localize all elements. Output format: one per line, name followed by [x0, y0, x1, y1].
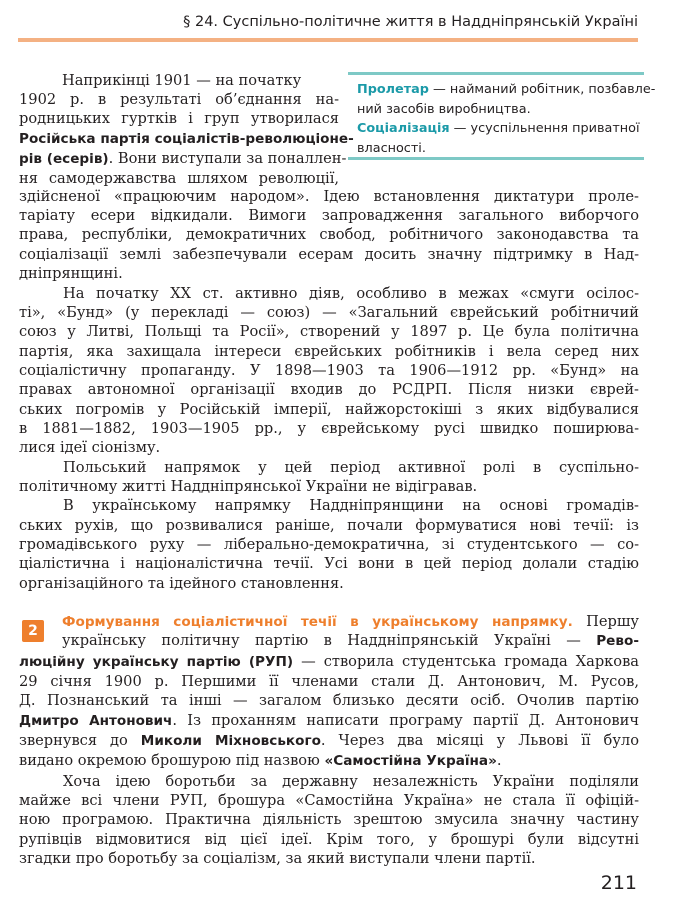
p3-line: Польський напрямок у цей період активної ролі в суспільно- — [63, 458, 639, 476]
s2-line: рупівців відмовитися від цієї ідеї. Крім того, у брошурі були відсутні — [19, 830, 639, 848]
p4-line: громадівського руху — ліберально-демократична, зі студентського — со- — [19, 535, 639, 553]
glossary-def-socializatsiia: — усуспільнення приватної — [449, 121, 640, 136]
section-2-title: Формування соціалістичної течії в українському напрямку. — [62, 614, 573, 630]
s2-text: українську політичну партію в Наддніпрянській Україні — — [62, 632, 597, 650]
p2-line: ті», «Бунд» (у перекладі — союз) — «Загальний єврейський робітничий — [19, 303, 639, 321]
s2-text: . Із проханням написати програму партії Д. Антонович — [172, 711, 639, 729]
paragraph-1-wrap — [62, 71, 338, 90]
p2-line: соціалістичну пропаганду. У 1898—1903 та 1906—1912 рр. «Бунд» на — [19, 361, 639, 379]
paragraph-2 — [19, 284, 639, 458]
glossary-rule-top — [348, 72, 644, 75]
glossary-box — [357, 80, 656, 158]
p2-line: союз у Литві, Польщі та Росії», створений у 1897 р. Це була політична — [19, 323, 639, 341]
paragraph-1-full — [19, 187, 639, 284]
p3-line: політичному житті Наддніпрянської України не відігравав. — [19, 477, 478, 495]
paragraph-4 — [19, 496, 639, 593]
name-mikhnovskyi: Миколи Міхновського — [140, 733, 321, 750]
p2-line: в 1881—1882, 1903—1905 рр., у єврейському русі швидко поширюва- — [19, 419, 639, 437]
s2-line: Хоча ідею боротьби за державну незалежність України поділяли — [63, 772, 639, 790]
s2-line: Д. Познанський та інші — загалом близько десяти осіб. Очолив партію — [19, 692, 639, 710]
p1-line: соціалізації землі забезпечували есерам досить значну підтримку в Над- — [19, 245, 639, 263]
p1-line — [19, 149, 347, 169]
p4-line: організаційного та ідейного становлення. — [19, 574, 344, 592]
p2-line: лися ідеї сіонізму. — [19, 439, 161, 457]
s2-text: видано окремою брошурою під назвою — [19, 752, 325, 770]
s2-line — [19, 631, 639, 651]
p1-line: таріату есери відкидали. Вимоги запровадження загального виборчого — [19, 207, 639, 225]
s2-line: ною програмою. Практична діяльність зрештою змусила значну частину — [19, 811, 639, 829]
term-rup-cont: люційну українську партію (РУП) — [19, 653, 294, 670]
paragraph-3 — [19, 458, 639, 497]
term-psr: Російська партія соціалістів-революціоне- — [19, 130, 354, 147]
p1-line: Наприкінці 1901 — на початку — [62, 72, 302, 89]
s2-text: — створила студентська громада Харкова — [293, 652, 640, 670]
p1-text: . Вони виступали за поналлен- — [108, 150, 347, 168]
p1-line: права, республіки, демократичних свобод, робітничого законодавства та — [19, 226, 639, 244]
title-samostiina-ukraina: «Самостійна Україна» — [324, 753, 497, 770]
p1-line: ня самодержавства шляхом революції, — [19, 170, 339, 188]
s2-line — [19, 731, 639, 751]
s2-text: . — [496, 752, 502, 770]
s2-line — [62, 612, 639, 632]
s2-line — [19, 711, 639, 731]
header-rule — [18, 38, 638, 42]
s2-line — [19, 652, 639, 672]
p1-line: 1902 р. в результаті об’єднання на- — [19, 91, 339, 108]
running-header — [128, 12, 638, 36]
paragraph-1-lines — [19, 90, 354, 189]
glossary-term-socializatsiia: Соціалізація — [357, 121, 450, 136]
p2-line: ських погромів у Російській імперії, найжорстокіші з яких відбувалися — [19, 400, 639, 418]
p1-line — [19, 129, 354, 149]
p4-line: ціалістична і націоналістична течії. Усі вони в цей період долали стадію — [19, 555, 639, 573]
header-title: § 24. Суспільно-політичне життя в Наддніпрянській Україні — [183, 14, 638, 30]
name-antonovych: Дмитро Антонович — [19, 712, 173, 729]
s2-line: 29 січня 1900 р. Першими її членами стали Д. Антонович, М. Русов, — [19, 673, 639, 691]
p2-line: правах автономної організації входив до РСДРП. Після низки єврей- — [19, 381, 639, 399]
p4-line: ських рухів, що розвивалися раніше, почали формуватися нові течії: із — [19, 516, 639, 534]
p2-line: партія, яка захищала інтереси єврейських робітників і вела серед них — [19, 342, 639, 360]
section-2-body — [19, 631, 639, 868]
glossary-def-socializatsiia-cont: власності. — [357, 140, 426, 156]
s2-text: Першу — [572, 613, 640, 630]
section-2-intro — [62, 612, 639, 632]
glossary-rule-bottom — [348, 157, 644, 160]
glossary-term-proletar: Пролетар — [357, 82, 429, 97]
term-rup: Рево- — [596, 633, 639, 650]
term-eser: рів (есерів) — [19, 151, 109, 168]
s2-line: згадки про боротьбу за соціалізм, за який виступали члени партії. — [19, 850, 536, 868]
s2-line — [19, 751, 639, 771]
p2-line: На початку ХХ ст. активно діяв, особливо в межах «смуги осілос- — [63, 284, 639, 302]
p4-line: В українському напрямку Наддніпрянщини на основі громадів- — [63, 497, 639, 515]
section-number-badge: 2 — [22, 620, 44, 642]
p1-line: родницьких гуртків і груп утворилася — [19, 110, 339, 128]
glossary-def-proletar: — найманий робітник, позбавле- — [428, 82, 656, 97]
p1-line: дніпрянщині. — [19, 265, 123, 283]
p1-line: здійсненої «працюючим народом». Ідею встановлення диктатури проле- — [19, 187, 639, 205]
s2-text: звернувся до — [19, 732, 141, 750]
glossary-def-proletar-cont: ний засобів виробництва. — [357, 101, 531, 117]
page-number: 211 — [600, 872, 637, 894]
s2-line: майже всі члени РУП, брошура «Самостійна Україна» не стала її офіцій- — [19, 792, 639, 810]
s2-text: . Через два місяці у Львові її було — [320, 732, 639, 750]
